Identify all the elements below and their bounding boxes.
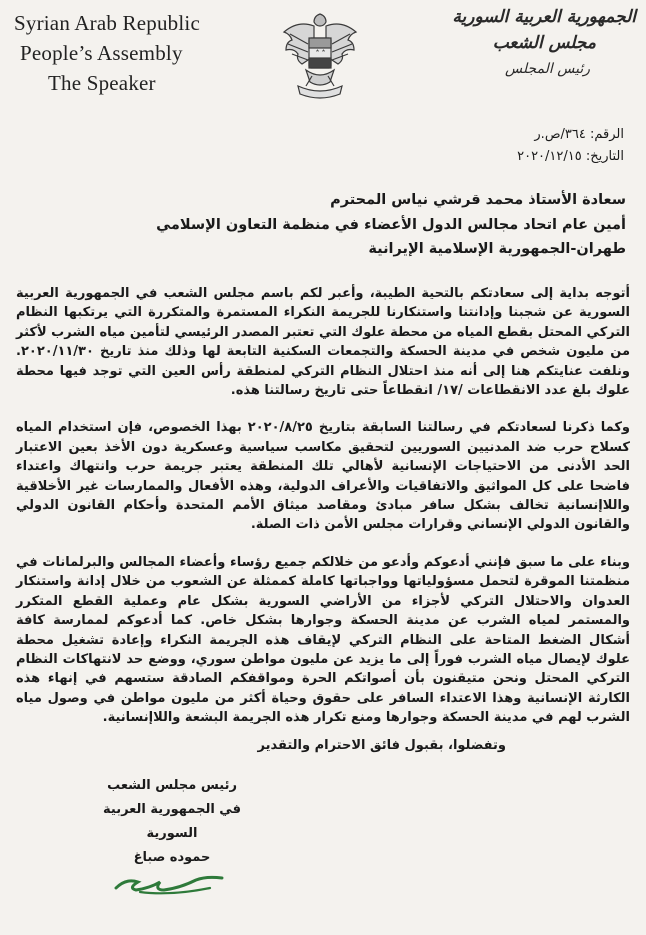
- signatory-country: في الجمهورية العربية السورية: [103, 802, 241, 841]
- signatory-name: حموده صباغ: [133, 850, 211, 865]
- arabic-letterhead-assembly: مجلس الشعب: [492, 33, 596, 53]
- arabic-letterhead: [446, 4, 636, 82]
- body-paragraph: أتوجه بداية إلى سعادتكم بالتحية الطيبة، وأعبر لكم باسم مجلس الشعب في الجمهورية العربية السورية عن شجبنا وإدانتنا واستنكارنا للجريمة النكراء المستمرة والمتكررة التي يرتكبها النظام التركي المحتل بقطع المياه من محطة علوك التي تعتبر المصدر الرئيسي لتأمين مياه الشرب لأكثر من مليون شخص في مدينة الحسكة والتجمعات السكنية التابعة لها وذلك منذ تاريخ ٢٠٢٠/١١/٣٠. ونلفت عنايتكم هنا إلى أنه منذ احتلال النظام التركي لمنطقة رأس العين التي توجد فيها محطة علوك بلغ عدد الانقطاعات /١٧/ انقطاعاً حتى تاريخ رسالتنا هذه.: [16, 286, 630, 399]
- body-paragraph: وبناء على ما سبق فإنني أدعوكم وأدعو من خلالكم جميع رؤساء وأعضاء المجالس والبرلمانات في منظمتنا الموقرة لتحمل مسؤولياتها وواجباتها كاملة كممثلة عن الشعوب من خلال إدانة واستنكار العدوان والاحتلال التركي لأجزاء من الأراضي السورية بشكل عام وعملية القطع المتكرر والمستمر لمياه الشرب عن مدينة الحسكة وجوارها بشكل خاص. كما أدعوكم لممارسة كافة أشكال الضغط المتاحة على النظام التركي لإيقاف هذه الجريمة النكراء وإعادة تشغيل محطة علوك لإيصال مياه الشرب فوراً إلى ما يزيد عن مليون مواطن سوري، ووضع حد لانتهاكات النظام التركي المحتل ونحن متيقنون بأن أصواتكم الحرة ومواقفكم الصادقة ستسهم في إنهاء هذه الكارثة الإنسانية وهذا الاعتداء السافر على حقوق وحياة أكثر من مليون مواطن في وصول مياه الشرب لهم في مدينة الحسكة وجوارها ومنع تكرار هذه الجريمة البشعة واللاإنسانية.: [16, 554, 630, 726]
- addressee-block: [26, 188, 626, 262]
- letter-body: [16, 284, 630, 732]
- english-letterhead: [14, 8, 214, 98]
- english-letterhead-country: Syrian Arab Republic: [14, 11, 200, 35]
- signature-mark: [110, 862, 230, 902]
- closing-line: وتفضلوا، بقبول فائق الاحترام والتقدير: [257, 738, 506, 753]
- signatory-block: [82, 774, 262, 870]
- addressee-location: طهران-الجمهورية الإسلامية الإيرانية: [368, 241, 626, 257]
- english-letterhead-assembly: People’s Assembly: [20, 41, 183, 65]
- signatory-title: رئيس مجلس الشعب: [107, 778, 237, 793]
- reference-date: التاريخ: ٢٠٢٠/١٢/١٥: [517, 149, 624, 164]
- reference-block: [517, 124, 624, 168]
- reference-number: الرقم: ٣٦٤/ص.ر: [534, 127, 624, 142]
- addressee-name: سعادة الأستاذ محمد قرشي نياس المحترم: [330, 192, 626, 208]
- arabic-letterhead-speaker: رئيس المجلس: [505, 61, 590, 77]
- english-letterhead-speaker: The Speaker: [48, 71, 156, 95]
- eagle-emblem-icon: [276, 4, 364, 104]
- arabic-letterhead-country: الجمهورية العربية السورية: [452, 7, 636, 27]
- addressee-title: أمين عام اتحاد مجالس الدول الأعضاء في منظمة التعاون الإسلامي: [156, 216, 626, 233]
- body-paragraph: وكما ذكرنا لسعادتكم في رسالتنا السابقة بتاريخ ٢٠٢٠/٨/٢٥ بهذا الخصوص، فإن استخدام المياه كسلاح حرب ضد المدنيين السوريين لتحقيق مكاسب سياسية وعسكرية دون الأخذ بعين الاعتبار الحد الأدنى من الاحتياجات الإنسانية لأهالي تلك المنطقة يعتبر جريمة حرب وانتهاك واعتداء فاضحا على كل المواثيق والاتفاقيات والأعراف الدولية، وهذه الأفعال والممارسات غير الأخلاقية واللاإنسانية تخالف بشكل سافر مبادئ ومقاصد ميثاق الأمم المتحدة وأحكام القانون الدولي والقانون الدولي الإنساني وقرارات مجلس الأمن ذات الصلة.: [16, 420, 630, 533]
